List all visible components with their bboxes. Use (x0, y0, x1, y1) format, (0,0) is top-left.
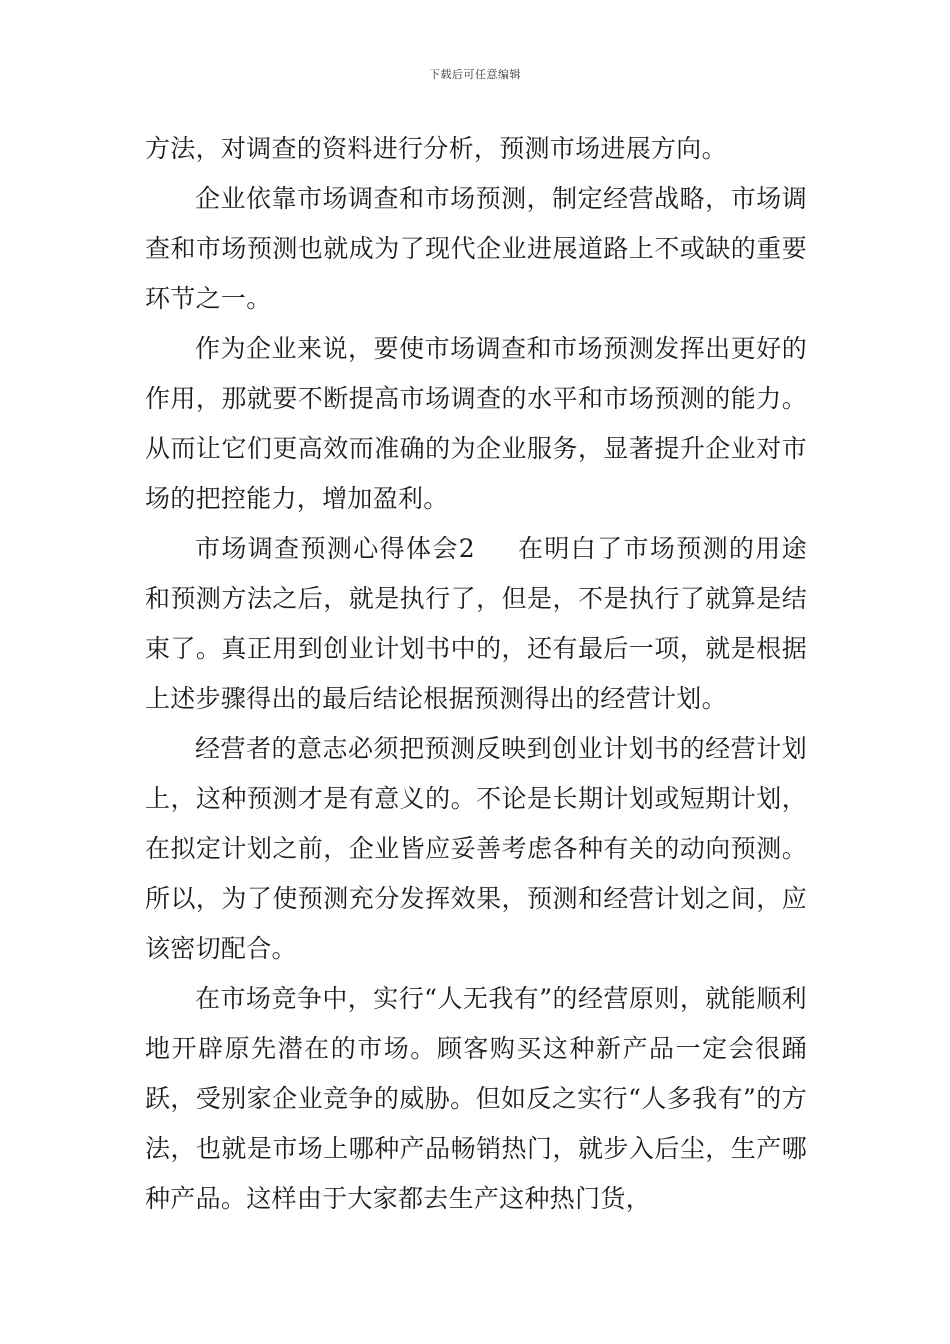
page-header-note: 下载后可任意编辑 (429, 68, 521, 81)
paragraph-2: 企业依靠市场调查和市场预测，制定经营战略，市场调查和市场预测也就成为了现代企业进展道路上不或缺的重要环节之一。 (145, 184, 807, 313)
document-body (145, 124, 807, 1224)
paragraph-1: 方法，对调查的资料进行分析，预测市场进展方向。 (145, 134, 727, 163)
section-heading: 市场调查预测心得体会2 (195, 534, 475, 563)
paragraph-6: 在市场竞争中，实行“人无我有”的经营原则，就能顺利地开辟原先潜在的市场。顾客购买这种新产品一定会很踊跃，受别家企业竞争的威胁。但如反之实行“人多我有”的方法，也就是市场上哪种产品畅销热门，就步入后尘，生产哪种产品。这样由于大家都去生产这种热门货， (145, 984, 807, 1213)
paragraph-4 (145, 524, 807, 724)
paragraph-5: 经营者的意志必须把预测反映到创业计划书的经营计划上，这种预测才是有意义的。不论是长期计划或短期计划，在拟定计划之前，企业皆应妥善考虑各种有关的动向预测。所以，为了使预测充分发挥效果，预测和经营计划之间，应该密切配合。 (145, 734, 807, 963)
paragraph-4-text: 在明白了市场预测的用途和预测方法之后，就是执行了，但是，不是执行了就算是结束了。真正用到创业计划书中的，还有最后一项，就是根据上述步骤得出的最后结论根据预测得出的经营计划。 (145, 534, 807, 713)
paragraph-3: 作为企业来说，要使市场调查和市场预测发挥出更好的作用，那就要不断提高市场调查的水平和市场预测的能力。从而让它们更高效而准确的为企业服务，显著提升企业对市场的把控能力，增加盈利。 (145, 334, 807, 513)
